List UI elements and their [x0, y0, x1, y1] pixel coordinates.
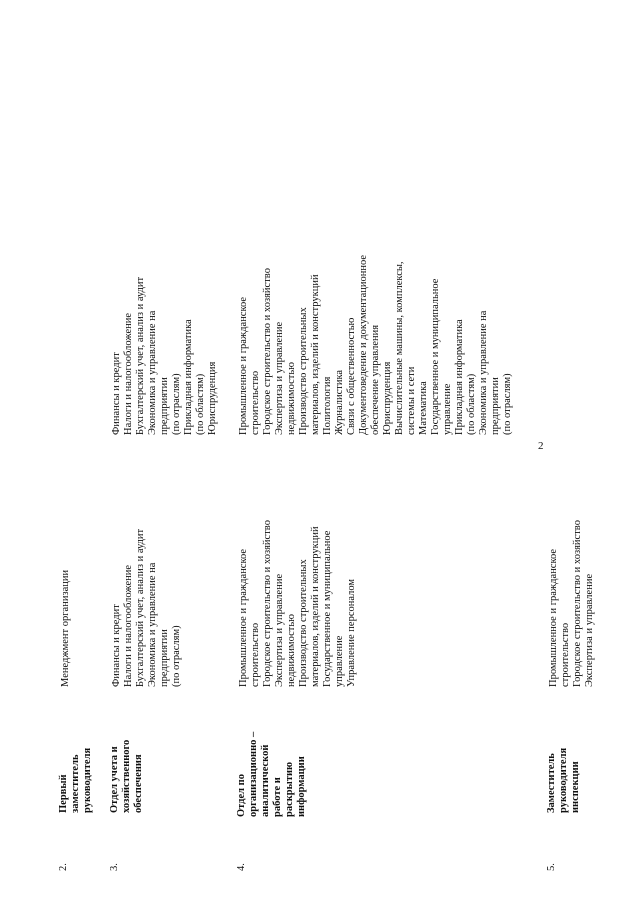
specialty-list-1: Финансы и кредит Налоги и налогообложение Бухгалтерский учет, анализ и аудит Экономика и управление на предприятии (по отраслям) — [111, 528, 182, 687]
unit-name: Отдел учета и хозяйственного обеспечения — [109, 739, 144, 813]
specialty-list-1: Промышленное и гражданское строительство Городское строительство и хозяйство Экспертиза и управление — [548, 520, 595, 687]
unit-name: Заместитель руководителя инспекции — [546, 747, 581, 813]
row-number: 5. — [546, 863, 557, 871]
row-number: 3. — [109, 863, 120, 871]
specialty-list-2: Промышленное и гражданское строительство Городское строительство и хозяйство Экспертиза и управление недвижимостью Производство строительных материалов, изделий и конструкций Политология Журналистика Связи с общественностью Документоведение и документационное обеспечение управления Юриспруденция Вычислительные машины, комплексы, системы и сети Математика Государственное и муниципальное управление Прикладная информатика (по областям) Экономика и управление на предприятии (по отраслям) — [238, 254, 513, 435]
row-number: 2. — [58, 863, 69, 871]
specialty-list-1: Менеджмент организации — [60, 569, 71, 687]
specialty-list-1: Промышленное и гражданское строительство Городское строительство и хозяйство Экспертиза и управление недвижимостью Производство строительных материалов, изделий и конструкций Государственное и муниципальное управление Управление персоналом — [238, 520, 357, 687]
row-number: 4. — [236, 863, 247, 871]
specialty-list-2: Финансы и кредит Налоги и налогообложение Бухгалтерский учет, анализ и аудит Экономика и управление на предприятии (по отраслям) Прикладная информатика (по областям) Юриспруденция — [111, 276, 218, 435]
page-number: 2 — [538, 440, 544, 452]
unit-name: Отдел по организационно – аналитической работе и раскрытию информации — [236, 731, 307, 817]
unit-name: Первый заместитель руководителя — [58, 747, 93, 813]
